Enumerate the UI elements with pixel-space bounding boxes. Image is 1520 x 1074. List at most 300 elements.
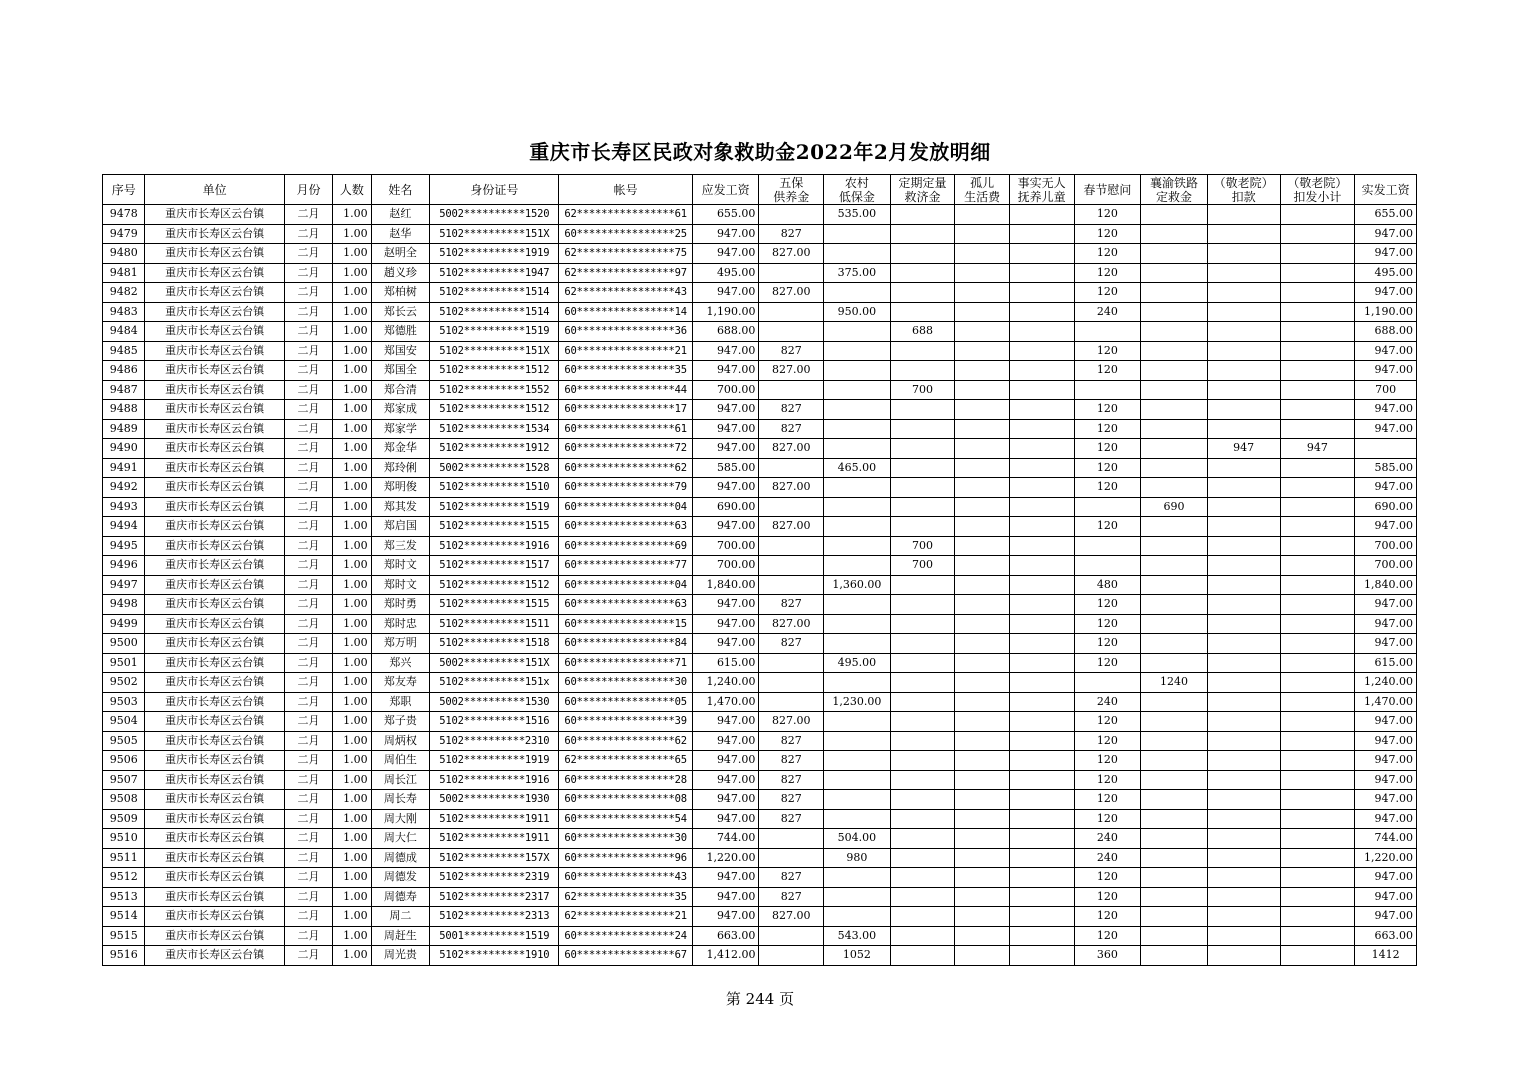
- footer-prefix: 第: [725, 990, 741, 1008]
- five-guarantee-cell: [759, 322, 824, 342]
- table-row: [103, 341, 1417, 361]
- spring-festival-cell: 120: [1074, 458, 1141, 478]
- account-cell: 60****************77: [559, 556, 692, 576]
- five-guarantee-cell: 827.00: [759, 478, 824, 498]
- nursing-deduction-cell: [1207, 556, 1280, 576]
- five-guarantee-cell: [759, 556, 824, 576]
- account-cell: 62****************65: [559, 751, 692, 771]
- actual-pay-cell: 688.00: [1355, 322, 1417, 342]
- five-guarantee-cell: 827.00: [759, 244, 824, 264]
- spring-festival-cell: 120: [1074, 731, 1141, 751]
- nursing-deduction-cell: [1207, 809, 1280, 829]
- table-row: [103, 946, 1417, 966]
- actual-pay-cell: 947.00: [1355, 731, 1417, 751]
- orphan-cell: [955, 458, 1010, 478]
- id-number-cell: 5102**********1510: [430, 478, 559, 498]
- rural-subsidy-cell: [824, 244, 891, 264]
- nursing-deduction-cell: [1207, 751, 1280, 771]
- orphan-cell: [955, 497, 1010, 517]
- unit-cell: 重庆市长寿区云台镇: [145, 517, 284, 537]
- railway-relief-cell: [1141, 478, 1208, 498]
- seq-cell: 9511: [103, 848, 145, 868]
- payable-cell: 947.00: [692, 224, 759, 244]
- payable-cell: 947.00: [692, 712, 759, 732]
- name-cell: 郑玲俐: [371, 458, 430, 478]
- account-cell: 60****************72: [559, 439, 692, 459]
- name-cell: 周德发: [371, 868, 430, 888]
- fixed-relief-cell: [890, 673, 955, 693]
- five-guarantee-cell: [759, 575, 824, 595]
- column-header: （敬老院） 扣发小计: [1280, 175, 1355, 205]
- account-cell: 60****************79: [559, 478, 692, 498]
- unsupported-child-cell: [1009, 946, 1074, 966]
- month-cell: 二月: [284, 907, 332, 927]
- five-guarantee-cell: 827.00: [759, 712, 824, 732]
- spring-festival-cell: 120: [1074, 712, 1141, 732]
- column-header: 单位: [145, 175, 284, 205]
- spring-festival-cell: [1074, 497, 1141, 517]
- month-cell: 二月: [284, 361, 332, 381]
- spring-festival-cell: [1074, 380, 1141, 400]
- table-row: [103, 692, 1417, 712]
- account-cell: 60****************14: [559, 302, 692, 322]
- id-number-cell: 5102**********1515: [430, 517, 559, 537]
- name-cell: 周二: [371, 907, 430, 927]
- spring-festival-cell: 120: [1074, 614, 1141, 634]
- column-header: 定期定量 救济金: [890, 175, 955, 205]
- count-cell: 1.00: [333, 341, 371, 361]
- account-cell: 60****************04: [559, 497, 692, 517]
- rural-subsidy-cell: 543.00: [824, 926, 891, 946]
- spring-festival-cell: 480: [1074, 575, 1141, 595]
- nursing-deduction-cell: [1207, 848, 1280, 868]
- id-number-cell: 5102**********2317: [430, 887, 559, 907]
- five-guarantee-cell: 827: [759, 341, 824, 361]
- id-number-cell: 5002**********151X: [430, 653, 559, 673]
- table-row: [103, 829, 1417, 849]
- actual-pay-cell: 495.00: [1355, 263, 1417, 283]
- count-cell: 1.00: [333, 614, 371, 634]
- rural-subsidy-cell: [824, 400, 891, 420]
- actual-pay-cell: 700.00: [1355, 556, 1417, 576]
- payable-cell: 744.00: [692, 829, 759, 849]
- nursing-deduction-cell: [1207, 380, 1280, 400]
- railway-relief-cell: [1141, 653, 1208, 673]
- id-number-cell: 5102**********157X: [430, 848, 559, 868]
- actual-pay-cell: 700: [1355, 380, 1417, 400]
- table-row: [103, 770, 1417, 790]
- payable-cell: 947.00: [692, 478, 759, 498]
- nursing-deduction-cell: [1207, 478, 1280, 498]
- id-number-cell: 5102**********151X: [430, 224, 559, 244]
- nursing-deduction-cell: [1207, 224, 1280, 244]
- railway-relief-cell: 1240: [1141, 673, 1208, 693]
- name-cell: 周德寿: [371, 887, 430, 907]
- spring-festival-cell: 120: [1074, 205, 1141, 225]
- spring-festival-cell: 120: [1074, 907, 1141, 927]
- id-number-cell: 5102**********2313: [430, 907, 559, 927]
- actual-pay-cell: 947.00: [1355, 868, 1417, 888]
- count-cell: 1.00: [333, 497, 371, 517]
- spring-festival-cell: [1074, 536, 1141, 556]
- nursing-subtotal-cell: [1280, 517, 1355, 537]
- nursing-deduction-cell: [1207, 322, 1280, 342]
- seq-cell: 9491: [103, 458, 145, 478]
- table-row: [103, 536, 1417, 556]
- payable-cell: 947.00: [692, 400, 759, 420]
- count-cell: 1.00: [333, 809, 371, 829]
- orphan-cell: [955, 517, 1010, 537]
- count-cell: 1.00: [333, 673, 371, 693]
- payable-cell: 1,220.00: [692, 848, 759, 868]
- seq-cell: 9501: [103, 653, 145, 673]
- five-guarantee-cell: 827: [759, 809, 824, 829]
- nursing-deduction-cell: [1207, 263, 1280, 283]
- fixed-relief-cell: [890, 458, 955, 478]
- unsupported-child-cell: [1009, 692, 1074, 712]
- name-cell: 郑三发: [371, 536, 430, 556]
- month-cell: 二月: [284, 536, 332, 556]
- account-cell: 60****************62: [559, 458, 692, 478]
- five-guarantee-cell: 827.00: [759, 907, 824, 927]
- railway-relief-cell: [1141, 790, 1208, 810]
- unsupported-child-cell: [1009, 439, 1074, 459]
- railway-relief-cell: [1141, 614, 1208, 634]
- orphan-cell: [955, 341, 1010, 361]
- orphan-cell: [955, 283, 1010, 303]
- name-cell: 趙义珍: [371, 263, 430, 283]
- month-cell: 二月: [284, 263, 332, 283]
- payable-cell: 947.00: [692, 439, 759, 459]
- five-guarantee-cell: [759, 829, 824, 849]
- payable-cell: 947.00: [692, 868, 759, 888]
- seq-cell: 9500: [103, 634, 145, 654]
- payable-cell: 688.00: [692, 322, 759, 342]
- unsupported-child-cell: [1009, 634, 1074, 654]
- table-row: [103, 790, 1417, 810]
- unsupported-child-cell: [1009, 614, 1074, 634]
- unsupported-child-cell: [1009, 731, 1074, 751]
- account-cell: 60****************28: [559, 770, 692, 790]
- five-guarantee-cell: [759, 205, 824, 225]
- count-cell: 1.00: [333, 595, 371, 615]
- orphan-cell: [955, 887, 1010, 907]
- count-cell: 1.00: [333, 751, 371, 771]
- relief-ledger-table: [102, 174, 1417, 966]
- month-cell: 二月: [284, 478, 332, 498]
- id-number-cell: 5102**********1534: [430, 419, 559, 439]
- column-header: 人数: [333, 175, 371, 205]
- nursing-deduction-cell: [1207, 575, 1280, 595]
- column-header: 孤儿 生活费: [955, 175, 1010, 205]
- railway-relief-cell: [1141, 926, 1208, 946]
- id-number-cell: 5102**********1911: [430, 829, 559, 849]
- actual-pay-cell: 947.00: [1355, 790, 1417, 810]
- payable-cell: 947.00: [692, 341, 759, 361]
- fixed-relief-cell: [890, 478, 955, 498]
- railway-relief-cell: [1141, 946, 1208, 966]
- account-cell: 60****************63: [559, 595, 692, 615]
- spring-festival-cell: 360: [1074, 946, 1141, 966]
- account-cell: 60****************30: [559, 829, 692, 849]
- spring-festival-cell: 120: [1074, 809, 1141, 829]
- payable-cell: 947.00: [692, 887, 759, 907]
- railway-relief-cell: [1141, 322, 1208, 342]
- payable-cell: 1,470.00: [692, 692, 759, 712]
- id-number-cell: 5102**********1512: [430, 575, 559, 595]
- railway-relief-cell: [1141, 205, 1208, 225]
- nursing-deduction-cell: [1207, 712, 1280, 732]
- count-cell: 1.00: [333, 361, 371, 381]
- id-number-cell: 5102**********2319: [430, 868, 559, 888]
- name-cell: 郑子贵: [371, 712, 430, 732]
- count-cell: 1.00: [333, 712, 371, 732]
- orphan-cell: [955, 244, 1010, 264]
- nursing-subtotal-cell: [1280, 497, 1355, 517]
- table-row: [103, 283, 1417, 303]
- nursing-subtotal-cell: [1280, 361, 1355, 381]
- count-cell: 1.00: [333, 380, 371, 400]
- table-row: [103, 419, 1417, 439]
- name-cell: 郑万明: [371, 634, 430, 654]
- fixed-relief-cell: [890, 575, 955, 595]
- seq-cell: 9505: [103, 731, 145, 751]
- unit-cell: 重庆市长寿区云台镇: [145, 595, 284, 615]
- count-cell: 1.00: [333, 887, 371, 907]
- table-row: [103, 595, 1417, 615]
- unit-cell: 重庆市长寿区云台镇: [145, 322, 284, 342]
- table-row: [103, 634, 1417, 654]
- fixed-relief-cell: [890, 341, 955, 361]
- id-number-cell: 5102**********1919: [430, 751, 559, 771]
- orphan-cell: [955, 848, 1010, 868]
- name-cell: 郑家成: [371, 400, 430, 420]
- month-cell: 二月: [284, 731, 332, 751]
- count-cell: 1.00: [333, 575, 371, 595]
- account-cell: 60****************05: [559, 692, 692, 712]
- id-number-cell: 5102**********1911: [430, 809, 559, 829]
- month-cell: 二月: [284, 400, 332, 420]
- orphan-cell: [955, 673, 1010, 693]
- nursing-subtotal-cell: [1280, 692, 1355, 712]
- railway-relief-cell: [1141, 244, 1208, 264]
- unit-cell: 重庆市长寿区云台镇: [145, 439, 284, 459]
- railway-relief-cell: [1141, 751, 1208, 771]
- id-number-cell: 5102**********1910: [430, 946, 559, 966]
- spring-festival-cell: 240: [1074, 302, 1141, 322]
- column-header: 姓名: [371, 175, 430, 205]
- spring-festival-cell: 120: [1074, 634, 1141, 654]
- rural-subsidy-cell: [824, 341, 891, 361]
- table-row: [103, 673, 1417, 693]
- payable-cell: 947.00: [692, 244, 759, 264]
- unit-cell: 重庆市长寿区云台镇: [145, 536, 284, 556]
- unit-cell: 重庆市长寿区云台镇: [145, 478, 284, 498]
- count-cell: 1.00: [333, 770, 371, 790]
- seq-cell: 9498: [103, 595, 145, 615]
- table-row: [103, 926, 1417, 946]
- count-cell: 1.00: [333, 283, 371, 303]
- fixed-relief-cell: [890, 653, 955, 673]
- unit-cell: 重庆市长寿区云台镇: [145, 946, 284, 966]
- railway-relief-cell: [1141, 419, 1208, 439]
- spring-festival-cell: 240: [1074, 848, 1141, 868]
- payable-cell: 700.00: [692, 556, 759, 576]
- name-cell: 郑合清: [371, 380, 430, 400]
- month-cell: 二月: [284, 517, 332, 537]
- name-cell: 郑时勇: [371, 595, 430, 615]
- page-title: 重庆市长寿区民政对象救助金2022年2月发放明细: [529, 140, 991, 164]
- name-cell: 周光贵: [371, 946, 430, 966]
- railway-relief-cell: [1141, 517, 1208, 537]
- fixed-relief-cell: [890, 263, 955, 283]
- railway-relief-cell: [1141, 907, 1208, 927]
- actual-pay-cell: 1412: [1355, 946, 1417, 966]
- nursing-subtotal-cell: [1280, 575, 1355, 595]
- nursing-deduction-cell: [1207, 419, 1280, 439]
- spring-festival-cell: 120: [1074, 283, 1141, 303]
- account-cell: 60****************61: [559, 419, 692, 439]
- railway-relief-cell: [1141, 361, 1208, 381]
- nursing-subtotal-cell: [1280, 829, 1355, 849]
- payable-cell: 1,240.00: [692, 673, 759, 693]
- rural-subsidy-cell: [824, 322, 891, 342]
- rural-subsidy-cell: [824, 283, 891, 303]
- seq-cell: 9507: [103, 770, 145, 790]
- actual-pay-cell: 1,240.00: [1355, 673, 1417, 693]
- fixed-relief-cell: [890, 400, 955, 420]
- rural-subsidy-cell: [824, 907, 891, 927]
- orphan-cell: [955, 946, 1010, 966]
- spring-festival-cell: 120: [1074, 868, 1141, 888]
- month-cell: 二月: [284, 575, 332, 595]
- id-number-cell: 5102**********1947: [430, 263, 559, 283]
- count-cell: 1.00: [333, 322, 371, 342]
- nursing-deduction-cell: [1207, 790, 1280, 810]
- table-row: [103, 907, 1417, 927]
- id-number-cell: 5102**********1512: [430, 400, 559, 420]
- name-cell: 郑启国: [371, 517, 430, 537]
- rural-subsidy-cell: 1,230.00: [824, 692, 891, 712]
- id-number-cell: 5102**********1516: [430, 712, 559, 732]
- unsupported-child-cell: [1009, 244, 1074, 264]
- count-cell: 1.00: [333, 634, 371, 654]
- payable-cell: 690.00: [692, 497, 759, 517]
- rural-subsidy-cell: 535.00: [824, 205, 891, 225]
- month-cell: 二月: [284, 322, 332, 342]
- railway-relief-cell: [1141, 712, 1208, 732]
- nursing-subtotal-cell: [1280, 556, 1355, 576]
- unsupported-child-cell: [1009, 205, 1074, 225]
- nursing-deduction-cell: 947: [1207, 439, 1280, 459]
- orphan-cell: [955, 790, 1010, 810]
- id-number-cell: 5102**********1514: [430, 302, 559, 322]
- id-number-cell: 5102**********1514: [430, 283, 559, 303]
- five-guarantee-cell: [759, 497, 824, 517]
- railway-relief-cell: [1141, 634, 1208, 654]
- orphan-cell: [955, 419, 1010, 439]
- rural-subsidy-cell: 495.00: [824, 653, 891, 673]
- actual-pay-cell: 744.00: [1355, 829, 1417, 849]
- nursing-subtotal-cell: [1280, 322, 1355, 342]
- actual-pay-cell: 947.00: [1355, 400, 1417, 420]
- rural-subsidy-cell: 465.00: [824, 458, 891, 478]
- seq-cell: 9504: [103, 712, 145, 732]
- account-cell: 62****************75: [559, 244, 692, 264]
- unsupported-child-cell: [1009, 478, 1074, 498]
- spring-festival-cell: [1074, 556, 1141, 576]
- seq-cell: 9516: [103, 946, 145, 966]
- orphan-cell: [955, 712, 1010, 732]
- nursing-subtotal-cell: [1280, 224, 1355, 244]
- column-header: 农村 低保金: [824, 175, 891, 205]
- railway-relief-cell: [1141, 829, 1208, 849]
- id-number-cell: 5102**********1511: [430, 614, 559, 634]
- name-cell: 郑长云: [371, 302, 430, 322]
- orphan-cell: [955, 692, 1010, 712]
- table-row: [103, 517, 1417, 537]
- id-number-cell: 5102**********1517: [430, 556, 559, 576]
- rural-subsidy-cell: 1052: [824, 946, 891, 966]
- unit-cell: 重庆市长寿区云台镇: [145, 614, 284, 634]
- actual-pay-cell: 585.00: [1355, 458, 1417, 478]
- unsupported-child-cell: [1009, 419, 1074, 439]
- unit-cell: 重庆市长寿区云台镇: [145, 263, 284, 283]
- spring-festival-cell: 120: [1074, 926, 1141, 946]
- name-cell: 赵华: [371, 224, 430, 244]
- orphan-cell: [955, 400, 1010, 420]
- count-cell: 1.00: [333, 517, 371, 537]
- rural-subsidy-cell: [824, 673, 891, 693]
- actual-pay-cell: 947.00: [1355, 244, 1417, 264]
- actual-pay-cell: [1355, 439, 1417, 459]
- actual-pay-cell: 947.00: [1355, 614, 1417, 634]
- actual-pay-cell: 1,470.00: [1355, 692, 1417, 712]
- id-number-cell: 5102**********1519: [430, 322, 559, 342]
- seq-cell: 9495: [103, 536, 145, 556]
- name-cell: 郑友寿: [371, 673, 430, 693]
- rural-subsidy-cell: [824, 634, 891, 654]
- unsupported-child-cell: [1009, 517, 1074, 537]
- count-cell: 1.00: [333, 848, 371, 868]
- nursing-deduction-cell: [1207, 868, 1280, 888]
- seq-cell: 9486: [103, 361, 145, 381]
- name-cell: 赵红: [371, 205, 430, 225]
- unit-cell: 重庆市长寿区云台镇: [145, 712, 284, 732]
- name-cell: 郑时文: [371, 556, 430, 576]
- fixed-relief-cell: [890, 809, 955, 829]
- unsupported-child-cell: [1009, 322, 1074, 342]
- month-cell: 二月: [284, 634, 332, 654]
- orphan-cell: [955, 634, 1010, 654]
- seq-cell: 9497: [103, 575, 145, 595]
- spring-festival-cell: 120: [1074, 887, 1141, 907]
- spring-festival-cell: 120: [1074, 439, 1141, 459]
- count-cell: 1.00: [333, 205, 371, 225]
- table-row: [103, 400, 1417, 420]
- id-number-cell: 5001**********1519: [430, 926, 559, 946]
- month-cell: 二月: [284, 868, 332, 888]
- payable-cell: 947.00: [692, 751, 759, 771]
- five-guarantee-cell: 827.00: [759, 517, 824, 537]
- unsupported-child-cell: [1009, 380, 1074, 400]
- unsupported-child-cell: [1009, 751, 1074, 771]
- seq-cell: 9479: [103, 224, 145, 244]
- column-header: 序号: [103, 175, 145, 205]
- table-row: [103, 887, 1417, 907]
- nursing-subtotal-cell: [1280, 634, 1355, 654]
- payable-cell: 585.00: [692, 458, 759, 478]
